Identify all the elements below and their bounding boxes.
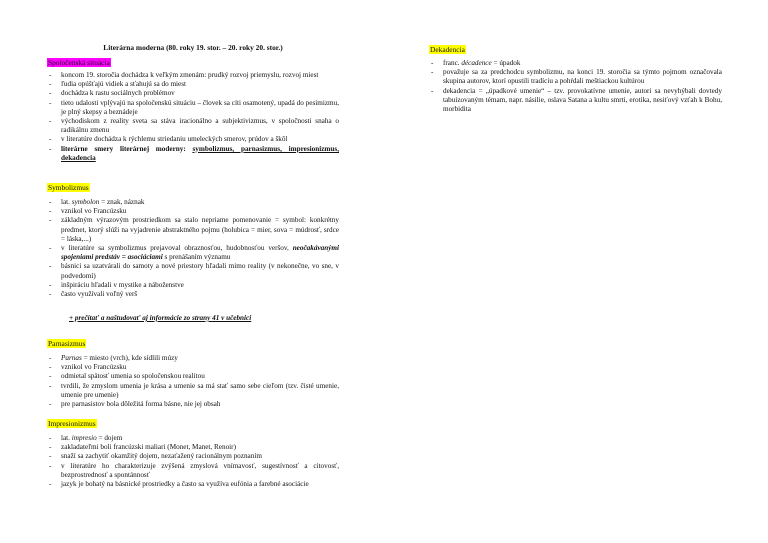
list-impresionizmus bbox=[47, 434, 339, 489]
list-item bbox=[47, 244, 339, 262]
heading-dekadencia: Dekadencia bbox=[430, 45, 465, 54]
heading-impresionizmus: Impresionizmus bbox=[48, 419, 96, 428]
text-prefix: v literatúre sa symbolizmus prejavoval obraznosťou, hudobnosťou veršov, bbox=[61, 244, 293, 253]
list-item: - vznikol vo Francúzsku bbox=[47, 207, 339, 216]
text-suffix: = miesto (vrch), kde sídlili múzy bbox=[81, 354, 178, 362]
list-item: - považuje sa za predchodcu symbolizmu, na konci 19. storočia sa týmto pojmom označovala skupina autorov, ktorí opustili tradíciu a pohŕdali meštiackou kultúrou bbox=[429, 68, 722, 86]
list-item bbox=[47, 145, 339, 163]
list-item bbox=[429, 59, 722, 68]
list-item: - básnici sa uzatvárali do samoty a nové priestory hľadali mimo reality (v nekonečne, vo sne, v podvedomí) bbox=[47, 262, 339, 280]
list-item: - tieto udalosti vplývajú na spoločenskú situáciu – človek sa cíti osamotený, upadá do pesimizmu, je plný skepsy a beznádeje bbox=[47, 99, 339, 117]
text-suffix: = úpadok bbox=[491, 59, 521, 67]
list-spolocenska-situacia bbox=[47, 71, 339, 163]
list-item: - snaží sa zachytiť okamžitý dojem, nezaťažený racionálnym poznaním bbox=[47, 452, 339, 461]
textbook-note: + prečítať a naštudovať aj informácie zo strany 41 v učebnici bbox=[69, 314, 252, 322]
list-item: - ľudia opúšťajú vidiek a sťahujú sa do miest bbox=[47, 80, 339, 89]
list-item: - tvrdili, že zmyslom umenia je krása a umenie sa má stať samo sebe cieľom (tzv. čisté umenie, umenie pre umenie) bbox=[47, 382, 339, 400]
term-bold-italic: neočakávanými spojeniami predstáv = asociáciami bbox=[61, 244, 339, 262]
list-item: - koncom 19. storočia dochádza k veľkým zmenám: prudký rozvoj priemyslu, rozvoj miest bbox=[47, 71, 339, 80]
list-item: - východiskom z reality sveta sa stáva iracionálno a subjektivizmus, v spoločnosti snaha o radikálnu zmenu bbox=[47, 117, 339, 135]
literary-movements-label: literárne smery literárnej moderny: bbox=[61, 144, 193, 153]
list-item: - jazyk je bohatý na básnické prostriedky a často sa využíva eufónia a farebné asociácie bbox=[47, 480, 339, 489]
list-symbolizmus bbox=[47, 198, 339, 299]
list-dekadencia bbox=[429, 59, 722, 114]
heading-parnasizmus: Parnasizmus bbox=[48, 339, 86, 348]
term-italic: impresio bbox=[71, 434, 97, 442]
text-prefix: lat. bbox=[61, 434, 72, 442]
text-prefix: franc. bbox=[443, 59, 462, 67]
heading-symbolizmus: Symbolizmus bbox=[48, 183, 89, 192]
list-item: - pre parnasistov bola dôležitá forma básne, nie jej obsah bbox=[47, 400, 339, 409]
list-parnasizmus bbox=[47, 354, 339, 409]
list-item: - dochádza k rastu sociálnych problémov bbox=[47, 89, 339, 98]
list-item bbox=[47, 354, 339, 363]
list-item: - odmietal spätosť umenia so spoločenskou realitou bbox=[47, 372, 339, 381]
term-italic: décadence bbox=[461, 59, 492, 67]
list-item: - v literatúre dochádza k rýchlemu striedaniu umeleckých smerov, prúdov a škôl bbox=[47, 135, 339, 144]
heading-spolocenska-situacia: Spoločenská situácia bbox=[48, 58, 110, 67]
list-item: - inšpiráciu hľadali v mystike a náboženstve bbox=[47, 281, 339, 290]
list-item: - často využívali voľný verš bbox=[47, 290, 339, 299]
text-suffix: = znak, náznak bbox=[99, 198, 145, 206]
text-prefix: lat. bbox=[61, 198, 72, 206]
list-item: - vznikol vo Francúzsku bbox=[47, 363, 339, 372]
term-italic: Parnas bbox=[61, 354, 82, 362]
list-item: - zakladateľmi boli francúzski maliari (Monet, Manet, Renoir) bbox=[47, 443, 339, 452]
list-item bbox=[47, 434, 339, 443]
list-item: - základným výrazovým prostriedkom sa stalo nepriame pomenovanie = symbol: konkrétny predmet, ktorý slúži na vyjadrenie abstraktného pojmu (holubica = mier, sova = múdrosť, srdce = láska,...) bbox=[47, 216, 339, 244]
list-item: - v literatúre ho charakterizuje zvýšená zmyslová vnímavosť, sugestívnosť a citovosť, bezprostrednosť a spontánnosť bbox=[47, 462, 339, 480]
document-title: Literárna moderna (80. roky 19. stor. – 20. roky 20. stor.) bbox=[103, 43, 283, 52]
text-suffix: s prenášaním významu bbox=[162, 253, 231, 262]
literary-movements-list: symbolizmus, parnasizmus, impresionizmus, dekadencia bbox=[61, 144, 339, 162]
term-italic: symbolon bbox=[71, 198, 100, 206]
text-suffix: = dojem bbox=[96, 434, 123, 442]
list-item: - dekadencia = „úpadkové umenie“ – tzv. provokatívne umenie, autori sa nevyhýbali dovtedy tabuizovaným témam, napr. násilie, oslava Satana a kultu smrti, erotika, nesiťový vzťah k Bohu, morbidita bbox=[429, 87, 722, 115]
list-item bbox=[47, 198, 339, 207]
